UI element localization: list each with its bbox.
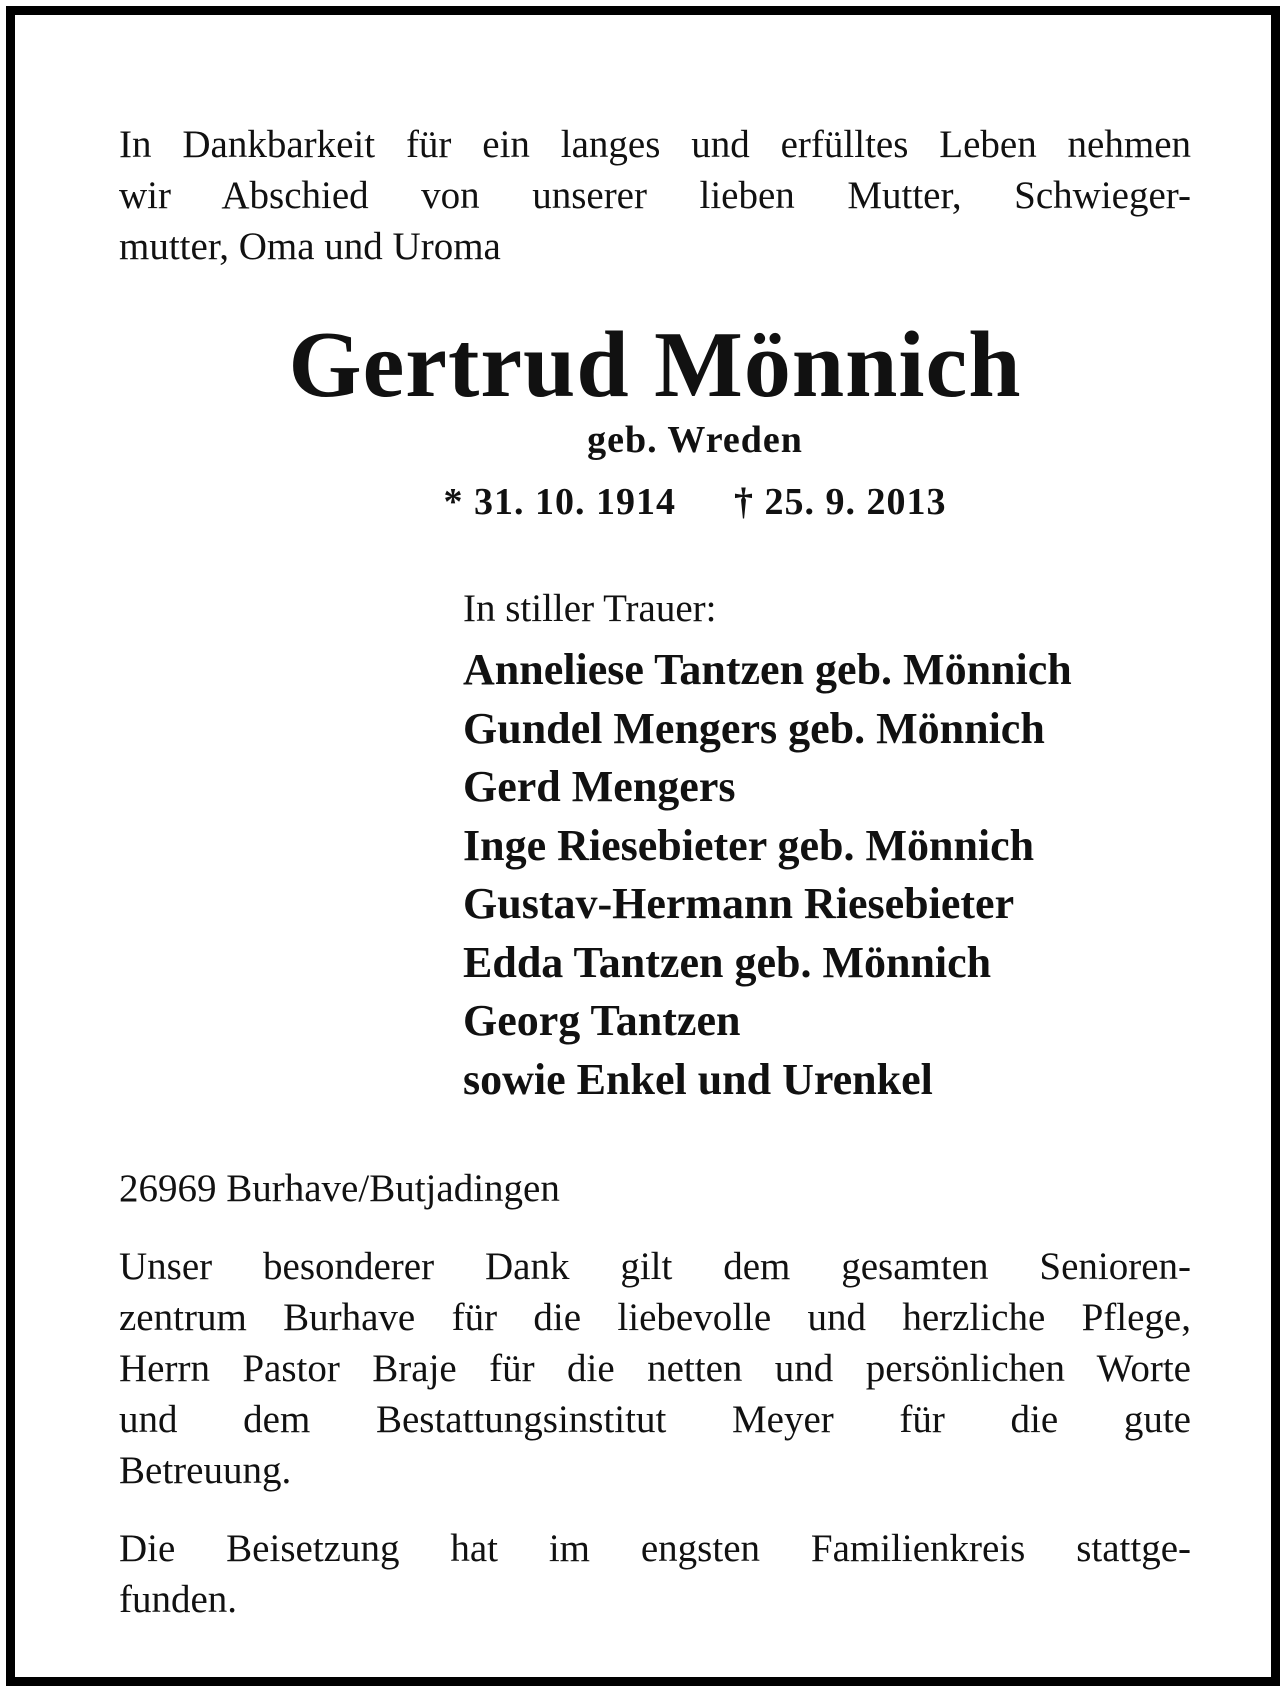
mourner-name: sowie Enkel und Urenkel [463, 1054, 933, 1104]
mourners-section [463, 585, 1183, 1109]
mourner-name: Edda Tantzen geb. Mönnich [463, 937, 992, 987]
intro-line: In Dankbarkeit für ein langes und erfülltes Leben nehmen [119, 123, 1191, 166]
burial-text [119, 1523, 1191, 1625]
life-dates [119, 479, 1191, 525]
thanks-line: zentrum Burhave für die liebevolle und herzliche Pflege, [119, 1296, 1191, 1339]
burial-line: funden. [119, 1578, 238, 1621]
birth-date: * 31. 10. 1914 [443, 481, 676, 523]
mourner-name: Georg Tantzen [463, 996, 741, 1045]
mourner-name: Anneliese Tantzen geb. Mönnich [463, 645, 1072, 694]
intro-text [119, 119, 1191, 272]
address: 26969 Burhave/Butjadingen [119, 1167, 560, 1210]
mourner-name: Gundel Mengers geb. Mönnich [463, 703, 1045, 753]
mourner-name: Gustav-Hermann Riesebieter [463, 879, 1015, 928]
thanks-line: Betreuung. [119, 1449, 292, 1492]
thanks-line: Herrn Pastor Braje für die netten und persönlichen Worte [119, 1347, 1191, 1390]
thanks-line: Unser besonderer Dank gilt dem gesamten Senioren- [119, 1245, 1191, 1288]
deceased-name: Gertrud Mönnich [288, 313, 1022, 417]
intro-line: wir Abschied von unserer lieben Mutter, Schwieger- [119, 174, 1191, 217]
mourner-name: Gerd Mengers [463, 762, 736, 811]
intro-line: mutter, Oma und Uroma [119, 225, 501, 268]
mourner-name: Inge Riesebieter geb. Mönnich [463, 820, 1035, 870]
thanks-text [119, 1241, 1191, 1496]
death-date: † 25. 9. 2013 [734, 481, 947, 523]
thanks-line: und dem Bestattungsinstitut Meyer für die gute [119, 1398, 1191, 1441]
burial-line: Die Beisetzung hat im engsten Familienkreis stattge- [119, 1527, 1191, 1570]
birth-name: geb. Wreden [587, 419, 803, 461]
mourning-label: In stiller Trauer: [463, 587, 717, 630]
obituary-frame [6, 6, 1280, 1686]
